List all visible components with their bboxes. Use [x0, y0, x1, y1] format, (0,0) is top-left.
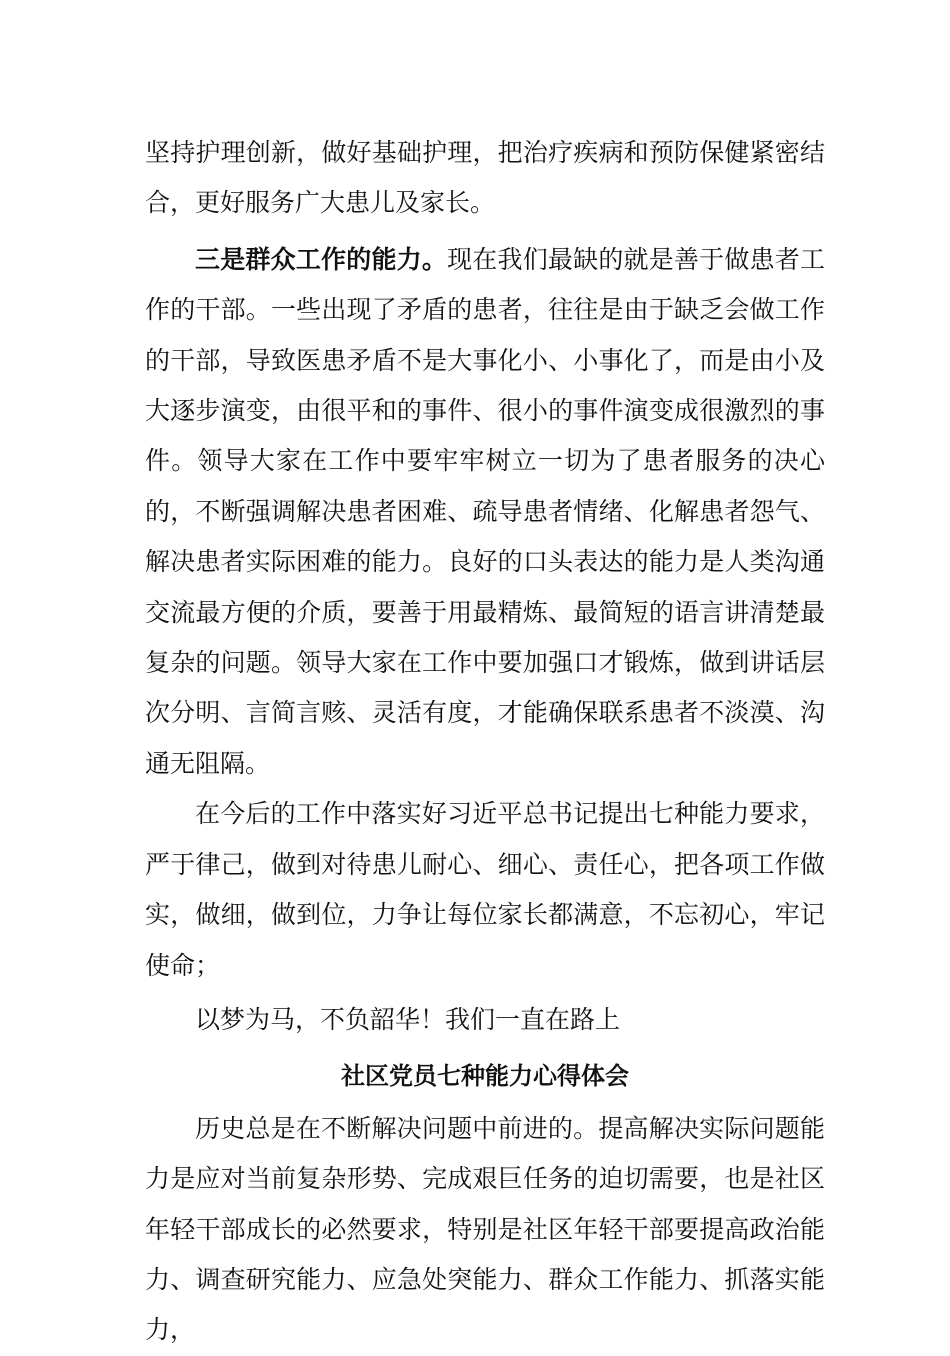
paragraph-continuation: 坚持护理创新，做好基础护理，把治疗疾病和预防保健紧密结合，更好服务广大患儿及家长。 [145, 138, 825, 218]
paragraph-body-text: 现在我们最缺的就是善于做患者工作的干部。一些出现了矛盾的患者，往往是由于缺乏会做工作的干部，导致医患矛盾不是大事化小、小事化了，而是由小及大逐步演变，由很平和的事件、很小的事件演变成很激烈的事件。领导大家在工作中要牢牢树立一切为了患者服务的决心的，不断强调解决患者困难、疏导患者情绪、化解患者怨气、解决患者实际困难的能力。良好的口头表达的能力是人类沟通交流最方便的介质，要善于用最精炼、最简短的语言讲清楚最复杂的问题。领导大家在工作中要加强口才锻炼，做到讲话层次分明、言简言赅、灵活有度，才能确保联系患者不淡漠、沟通无阻隔。 [145, 244, 825, 778]
paragraph-history: 历史总是在不断解决问题中前进的。提高解决实际问题能力是应对当前复杂形势、完成艰巨任务的迫切需要，也是社区年轻干部成长的必然要求，特别是社区年轻干部要提高政治能力、调查研究能力、应急处突能力、群众工作能力、抓落实能力， [145, 1113, 825, 1345]
paragraph-mass-work [145, 235, 825, 789]
paragraph-lead-heading: 三是群众工作的能力。 [195, 244, 448, 274]
paragraph-motto: 以梦为马，不负韶华！我们一直在路上 [195, 1004, 621, 1034]
section-title: 社区党员七种能力心得体会 [341, 1062, 629, 1091]
document-body [145, 128, 825, 1356]
paragraph-future-work: 在今后的工作中落实好习近平总书记提出七种能力要求，严于律己，做到对待患儿耐心、细心、责任心，把各项工作做实，做细，做到位，力争让每位家长都满意，不忘初心，牢记使命； [145, 799, 825, 980]
